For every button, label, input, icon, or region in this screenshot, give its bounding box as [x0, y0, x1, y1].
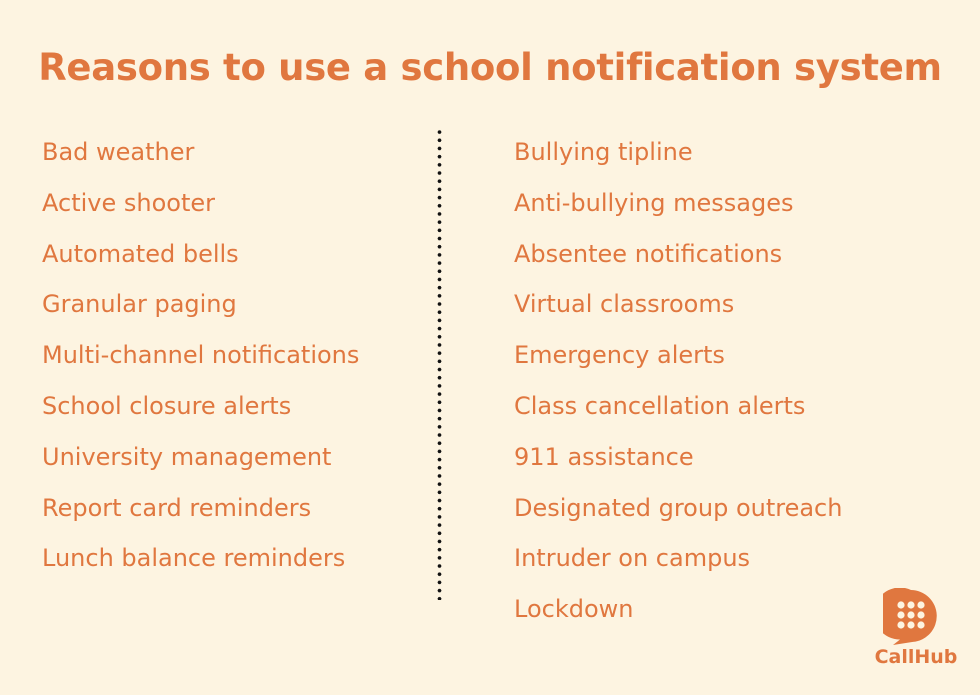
chat-bubble-keypad-icon: [883, 588, 939, 646]
dotted-divider: [437, 128, 442, 600]
list-item: Intruder on campus: [514, 544, 751, 573]
list-item: Class cancellation alerts: [514, 391, 806, 420]
list-item: Report card reminders: [42, 493, 312, 522]
list-item: Designated group outreach: [514, 493, 843, 522]
list-item: Virtual classrooms: [514, 290, 735, 319]
list-item: Active shooter: [42, 188, 215, 217]
list-item: Anti-bullying messages: [514, 188, 794, 217]
list-item: Bad weather: [42, 138, 195, 166]
list-item: Lockdown: [514, 595, 634, 624]
list-item: School closure alerts: [42, 391, 292, 420]
list-item: Multi-channel notifications: [42, 341, 360, 370]
logo-text: CallHub: [874, 646, 958, 668]
list-item: Absentee notifications: [514, 239, 783, 268]
callhub-logo: [866, 588, 966, 678]
list-item: Bullying tipline: [514, 138, 693, 166]
right-reason-list: [514, 134, 842, 642]
list-item: Automated bells: [42, 239, 239, 268]
list-item: University management: [42, 442, 332, 471]
left-reason-list: [42, 134, 359, 591]
list-item: Granular paging: [42, 290, 237, 319]
page-title: Reasons to use a school notification system: [38, 46, 942, 89]
list-item: Lunch balance reminders: [42, 544, 346, 573]
list-item: Emergency alerts: [514, 341, 725, 370]
list-item: 911 assistance: [514, 442, 694, 471]
